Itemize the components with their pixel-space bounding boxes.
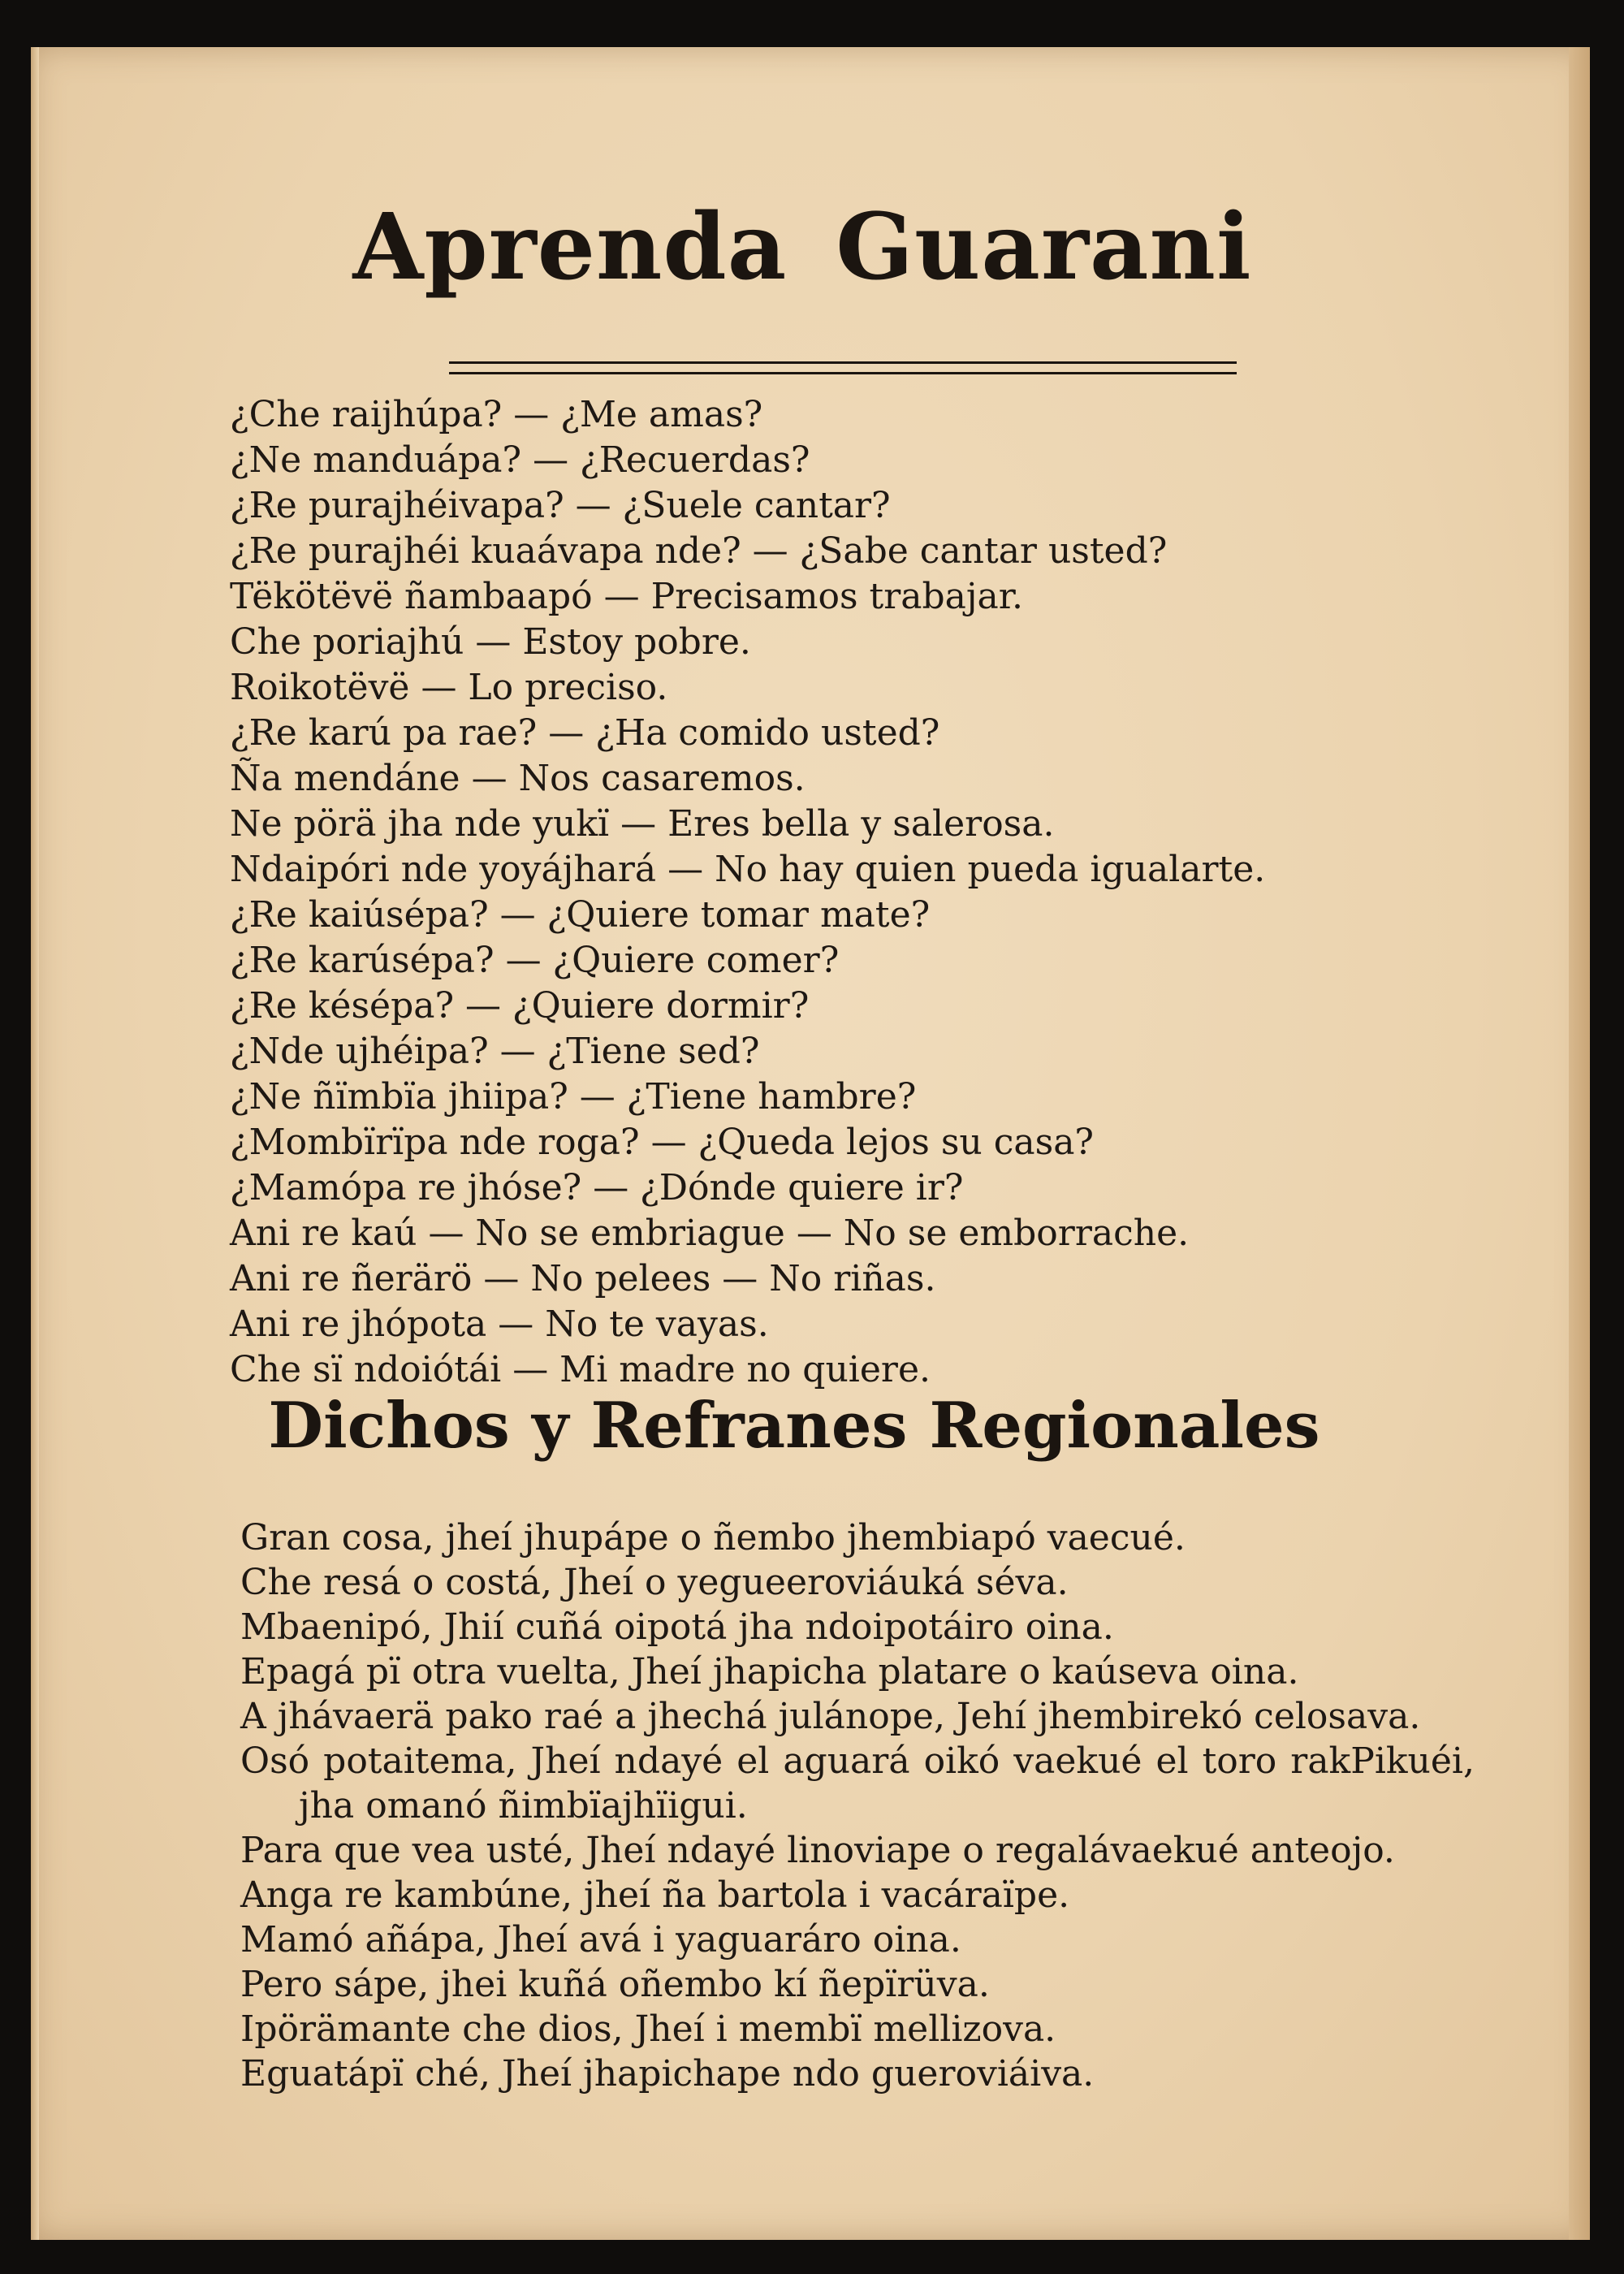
phrase-line: ¿Re purajhéivapa? — ¿Suele cantar? bbox=[230, 485, 891, 526]
title-word-2: Guarani bbox=[836, 194, 1252, 300]
phrase-line: ¿Re karú pa rae? — ¿Ha comido usted? bbox=[230, 712, 940, 754]
saying-item: Osó potaitema, Jheí ndayé el aguará oikó vaekué el toro rakPikuéi, jha omanó ñimbïajhïigui. bbox=[240, 1740, 1475, 1827]
phrase-line: Che poriajhú — Estoy pobre. bbox=[230, 621, 751, 663]
phrase-line: Roikotëvë — Lo preciso. bbox=[230, 667, 668, 708]
page-left-edge bbox=[31, 47, 39, 2240]
title-word-1: Aprenda bbox=[352, 194, 788, 300]
saying-item: Mbaenipó, Jhií cuñá oipotá jha ndoipotáiro oina. bbox=[240, 1606, 1114, 1648]
page-title bbox=[31, 194, 1574, 300]
phrase-line: Ndaipóri nde yoyájhará — No hay quien pueda igualarte. bbox=[230, 849, 1266, 890]
saying-item: A jhávaerä pako raé a jhechá julánope, Jehí jhembirekó celosava. bbox=[240, 1696, 1421, 1737]
phrase-line: Ani re ñerärö — No pelees — No riñas. bbox=[230, 1258, 936, 1299]
phrase-line: ¿Re késépa? — ¿Quiere dormir? bbox=[230, 985, 810, 1027]
saying-item: Ipörämante che dios, Jheí i membï mellizova. bbox=[240, 2008, 1056, 2050]
phrase-line: ¿Nde ujhéipa? — ¿Tiene sed? bbox=[230, 1031, 760, 1072]
phrase-list bbox=[230, 392, 1545, 1393]
saying-item: Anga re kambúne, jheí ña bartola i vacáraïpe. bbox=[240, 1874, 1070, 1916]
phrase-line: ¿Mombïrïpa nde roga? — ¿Queda lejos su casa? bbox=[230, 1122, 1095, 1163]
phrase-line: ¿Re purajhéi kuaávapa nde? — ¿Sabe cantar usted? bbox=[230, 530, 1168, 572]
saying-list bbox=[240, 1515, 1475, 2096]
phrase-line: ¿Re karúsépa? — ¿Quiere comer? bbox=[230, 940, 840, 981]
saying-item: Epagá pï otra vuelta, Jheí jhapicha platare o kaúseva oina. bbox=[240, 1651, 1299, 1693]
saying-item: Para que vea usté, Jheí ndayé linoviape o regalávaekué anteojo. bbox=[240, 1830, 1395, 1871]
phrase-line: Tëkötëvë ñambaapó — Precisamos trabajar. bbox=[230, 576, 1023, 617]
page-right-edge bbox=[1569, 47, 1590, 2240]
phrase-line: ¿Mamópa re jhóse? — ¿Dónde quiere ir? bbox=[230, 1167, 964, 1208]
section-heading: Dichos y Refranes Regionales bbox=[268, 1389, 1320, 1463]
phrase-line: ¿Ne manduápa? — ¿Recuerdas? bbox=[230, 439, 810, 481]
phrase-line: ¿Ne ñïmbïa jhiipa? — ¿Tiene hambre? bbox=[230, 1076, 917, 1118]
phrase-line: ¿Re kaiúsépa? — ¿Quiere tomar mate? bbox=[230, 894, 931, 936]
phrase-line: Ani re kaú — No se embriague — No se emborrache. bbox=[230, 1213, 1190, 1254]
saying-item: Mamó añápa, Jheí avá i yaguaráro oina. bbox=[240, 1919, 961, 1961]
book-page bbox=[31, 47, 1590, 2240]
saying-item: Gran cosa, jheí jhupápe o ñembo jhembiapó vaecué. bbox=[240, 1517, 1186, 1559]
saying-item: Che resá o costá, Jheí o yegueeroviáuká séva. bbox=[240, 1562, 1069, 1603]
saying-item: Eguatápï ché, Jheí jhapichape ndo gueroviáiva. bbox=[240, 2053, 1095, 2095]
phrase-line: Ani re jhópota — No te vayas. bbox=[230, 1303, 769, 1345]
saying-item: Pero sápe, jhei kuñá oñembo kí ñepïrüva. bbox=[240, 1964, 990, 2005]
phrase-line: Ne pörä jha nde yukï — Eres bella y salerosa. bbox=[230, 803, 1055, 845]
title-double-rule bbox=[449, 361, 1237, 374]
phrase-line: Che sï ndoiótái — Mi madre no quiere. bbox=[230, 1349, 931, 1390]
phrase-line: Ña mendáne — Nos casaremos. bbox=[230, 758, 806, 799]
phrase-line: ¿Che raijhúpa? — ¿Me amas? bbox=[230, 394, 763, 435]
